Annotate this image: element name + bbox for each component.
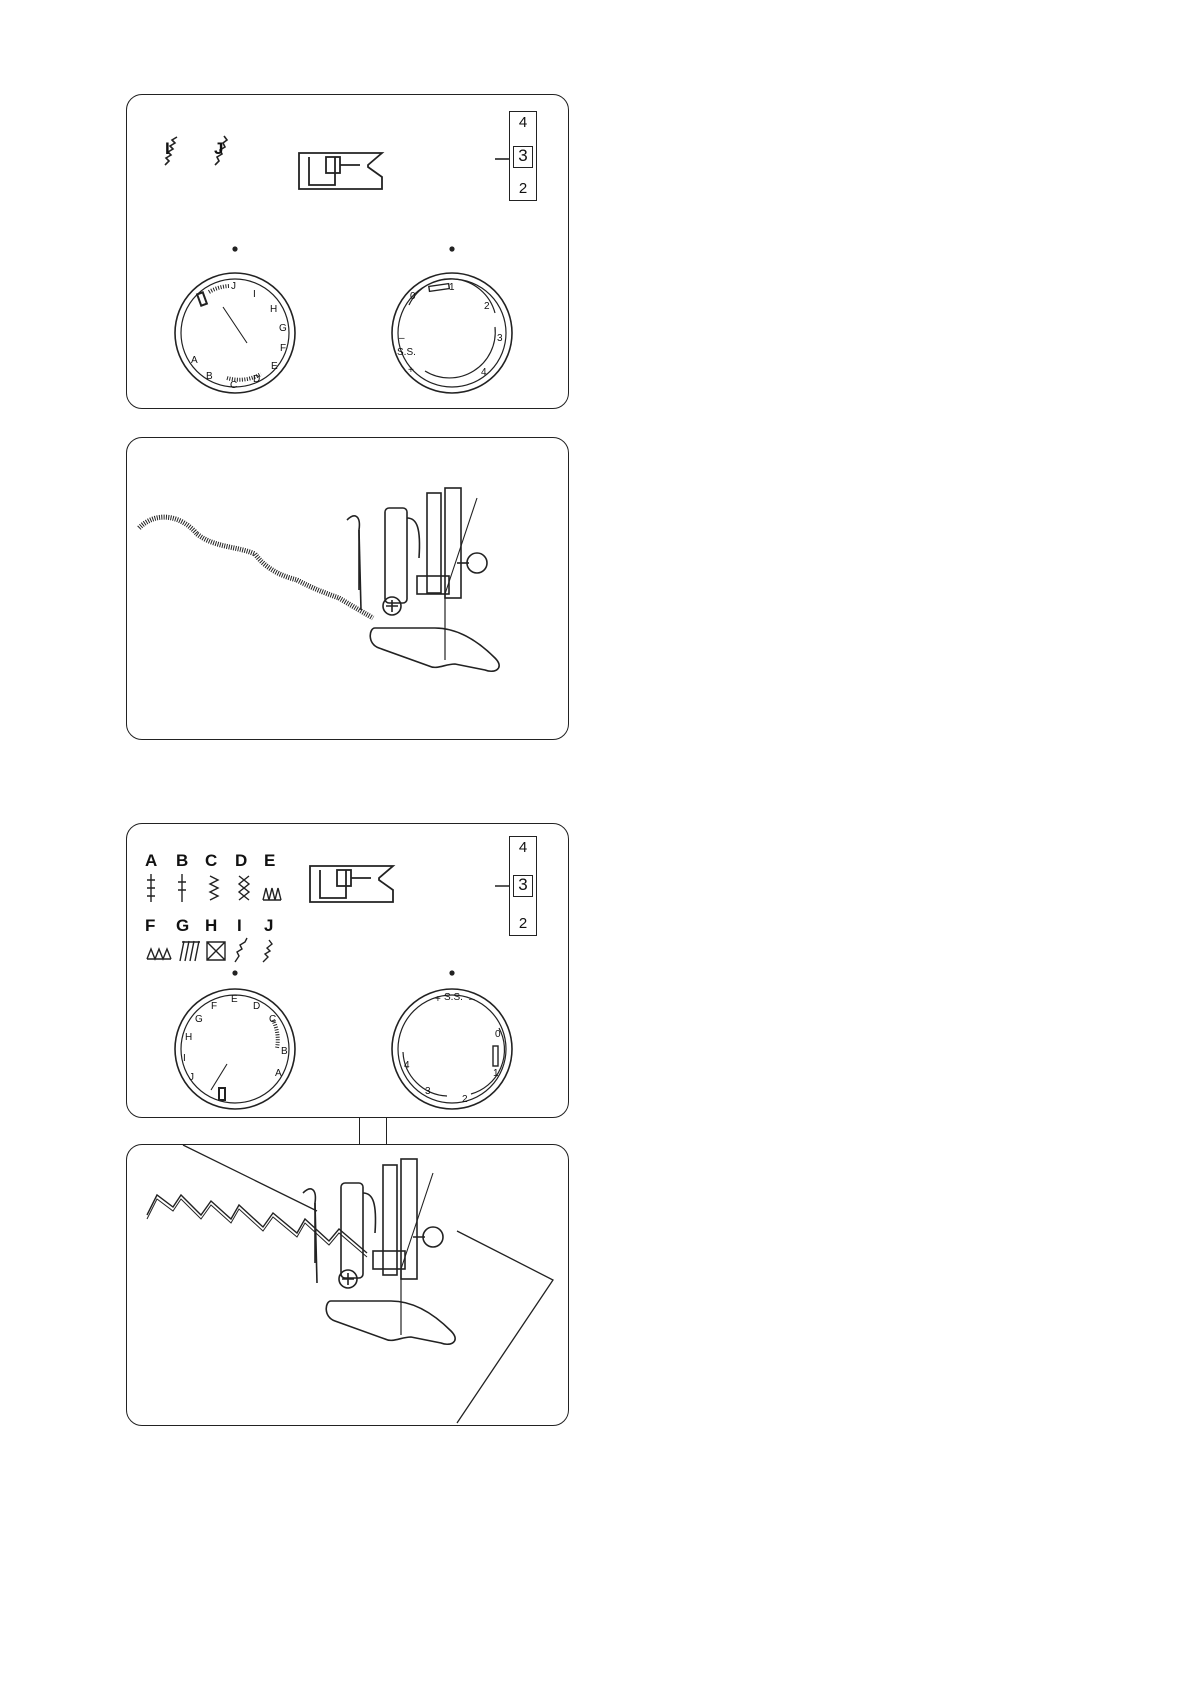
stitch-label-c: C (205, 851, 218, 870)
stitch-b-icon (178, 874, 186, 902)
dial2-letter-d: D (253, 1001, 261, 1012)
dial-letter-b: B (206, 371, 213, 382)
dial2-letter-g: G (195, 1014, 203, 1025)
dial-letter-h: H (270, 304, 278, 315)
stitch-label-i-2: I (237, 916, 242, 935)
stitch-h-icon (207, 942, 225, 960)
stitch-e-icon (263, 888, 281, 900)
stitch-g-icon (180, 941, 200, 961)
dial-letter-d: D (253, 374, 261, 385)
tension-value-2-b: 2 (518, 915, 528, 932)
presser-foot-icon (299, 153, 382, 189)
dial-letter-a: A (191, 355, 198, 366)
dial2-letter-a: A (275, 1068, 282, 1079)
stitch-d-icon (239, 876, 249, 900)
dial-letter-c: C (230, 380, 238, 391)
dial2-letter-e: E (231, 994, 238, 1005)
fabric-edge-right (457, 1231, 553, 1423)
scallop-stitch-drawing (127, 438, 569, 740)
length-label-4: 4 (481, 367, 487, 378)
dial-letter-i: I (253, 289, 256, 300)
length-label-0: 0 (410, 291, 416, 302)
length-label-2: 2 (484, 301, 490, 312)
stitch-label-i: I (165, 139, 170, 158)
dial2-letter-b: B (281, 1046, 288, 1057)
dial-letter-g: G (279, 323, 287, 334)
length-minus: – (399, 333, 405, 344)
tension-value-3-selected-b: 3 (513, 875, 533, 897)
scallop-stitch-line (139, 517, 373, 618)
pattern-dial-2[interactable] (175, 970, 295, 1109)
length2-label-1: 1 (493, 1068, 499, 1079)
stitch-label-d: D (235, 851, 248, 870)
thread-tension-scale-2[interactable] (509, 836, 537, 936)
stitch-label-f: F (145, 916, 156, 935)
stitch-i-icon-2 (235, 938, 247, 962)
dial2-letter-h: H (185, 1032, 193, 1043)
presser-foot-and-needle (347, 488, 499, 671)
length2-label-2: 2 (462, 1094, 468, 1105)
length2-label-3: 3 (425, 1086, 431, 1097)
length-plus: + (408, 365, 414, 376)
stitch-settings-panel-2 (126, 823, 569, 1118)
zigzag-stitch-line (147, 1195, 367, 1253)
length2-label-0: 0 (495, 1029, 501, 1040)
stitch-label-j: J (214, 139, 224, 158)
presser-foot-icon-2 (310, 866, 393, 902)
tension-value-2: 2 (518, 180, 528, 197)
stitch-a-icon (147, 874, 155, 902)
stitch-c-icon (210, 876, 218, 900)
stitch-label-e: E (264, 851, 276, 870)
stitch-j-icon-2 (263, 940, 272, 962)
length-label-3: 3 (497, 333, 503, 344)
tension-value-3-selected: 3 (513, 146, 533, 168)
thread-tension-scale[interactable] (509, 111, 537, 201)
presser-foot-and-needle-2 (303, 1159, 455, 1344)
stitch-label-h: H (205, 916, 218, 935)
sewing-illustration-panel-1 (126, 437, 569, 740)
dial2-letter-f: F (211, 1001, 218, 1012)
stitch-label-g: G (176, 916, 190, 935)
length2-ss: S.S. (444, 992, 463, 1003)
zigzag-edge-drawing (127, 1145, 569, 1426)
sewing-illustration-panel-2 (126, 1144, 569, 1426)
tension-value-4: 4 (518, 114, 528, 131)
stitch-f-icon (147, 949, 171, 959)
panel-connector (359, 1118, 387, 1144)
length-label-1: 1 (449, 282, 455, 293)
dial-letter-j: J (231, 281, 236, 292)
tension-value-4-b: 4 (518, 839, 528, 856)
stitch-label-b: B (176, 851, 189, 870)
dial2-letter-j: J (189, 1072, 194, 1083)
dial-letter-f: F (280, 343, 287, 354)
length2-plus: + (435, 994, 441, 1005)
stitch-label-a: A (145, 851, 158, 870)
length2-minus: – (469, 994, 475, 1005)
dial2-letter-i: I (183, 1053, 186, 1064)
fabric-edge-top (183, 1145, 317, 1211)
stitch-settings-panel-1 (126, 94, 569, 409)
dial-letter-e: E (271, 361, 278, 372)
dial2-letter-c: C (269, 1014, 277, 1025)
length2-label-4: 4 (404, 1060, 410, 1071)
stitch-label-j-2: J (264, 916, 274, 935)
length-ss: S.S. (397, 347, 416, 358)
